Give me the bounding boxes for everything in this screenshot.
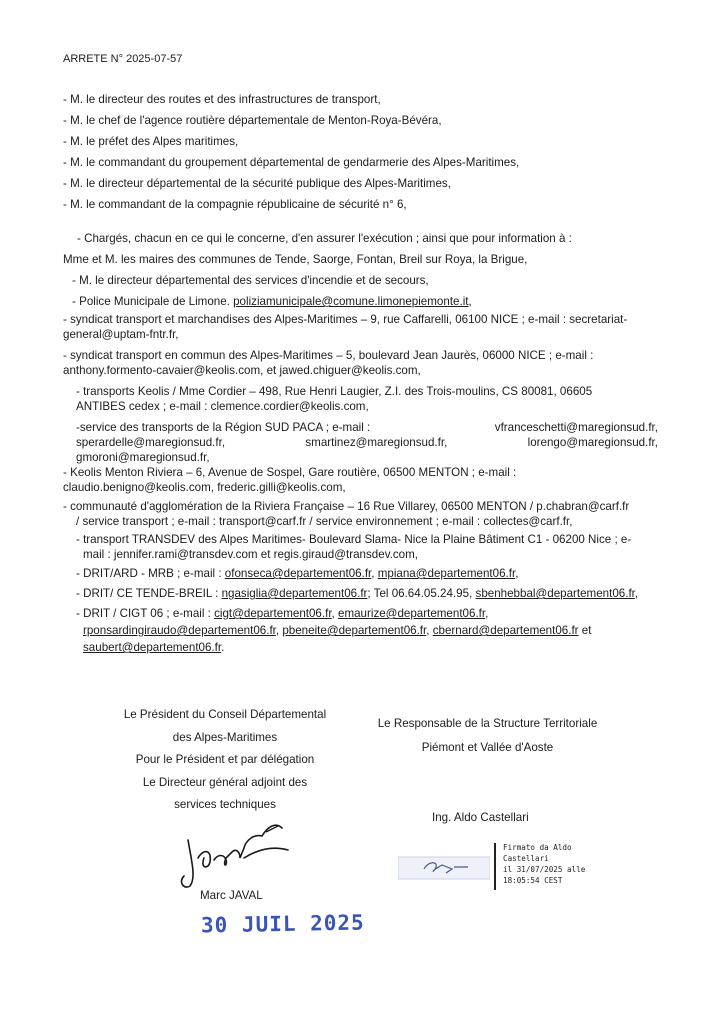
region-sud-line bbox=[76, 420, 658, 435]
region-sud-line2 bbox=[76, 435, 658, 450]
separator: , bbox=[515, 567, 519, 580]
drit-mrb-prefix: - DRIT/ARD - MRB ; e-mail : bbox=[76, 567, 225, 580]
digital-signature-text bbox=[503, 842, 585, 886]
signatory-title: Piémont et Vallée d'Aoste bbox=[421, 741, 554, 754]
executor-line: - M. le commandant du groupement départemental de gendarmerie des Alpes-Maritimes, bbox=[63, 156, 520, 169]
arrete-number: ARRETE N° 2025-07-57 bbox=[63, 53, 183, 65]
drit-cigt-line3 bbox=[83, 640, 224, 655]
drit-mrb-line bbox=[76, 566, 518, 581]
executor-line: - M. le directeur départemental de la sécurité publique des Alpes-Maritimes, bbox=[63, 177, 451, 190]
drit-cigt-prefix: - DRIT / CIGT 06 ; e-mail : bbox=[76, 607, 215, 620]
police-prefix: - Police Municipale de Limone. bbox=[72, 295, 234, 308]
email-link[interactable]: emaurize@departement06.fr bbox=[338, 607, 486, 620]
signatory-title: Le Responsable de la Structure Territoriale bbox=[377, 717, 598, 730]
transdev-line2: mail : jennifer.rami@transdev.com et regis.giraud@transdev.com, bbox=[83, 548, 418, 561]
email-link[interactable]: cigt@departement06.fr bbox=[214, 607, 332, 620]
digital-signature-line: il 31/07/2025 alle bbox=[503, 865, 586, 874]
separator: , bbox=[634, 587, 639, 600]
digital-signature-line: Castellari bbox=[503, 854, 549, 863]
executor-line: - M. le préfet des Alpes maritimes, bbox=[63, 135, 239, 148]
signatory-title: des Alpes-Maritimes bbox=[172, 730, 278, 744]
syndicat-commun-line: - syndicat transport en commun des Alpes-Maritimes – 5, boulevard Jean Jaurès, 06000 NICE ; e-mail : bbox=[63, 349, 594, 362]
region-sud-line3: gmoroni@maregionsud.fr, bbox=[76, 451, 210, 464]
signatory-name: Marc JAVAL bbox=[200, 889, 263, 902]
keolis-antibes-line: - transports Keolis / Mme Cordier – 498, Rue Henri Laugier, Z.I. des Trois-moulins, CS 80081, 06605 bbox=[76, 385, 593, 398]
digital-signature-line: Firmato da Aldo bbox=[503, 843, 572, 852]
signature-left-block bbox=[100, 704, 350, 817]
drit-tende-prefix: - DRIT/ CE TENDE-BREIL : bbox=[76, 587, 222, 600]
region-sud-email: lorengo@maregionsud.fr, bbox=[527, 436, 658, 449]
carf-line: - communauté d'agglomération de la Riviera Française – 16 Rue Villarey, 06500 MENTON / p.chabran@carf.fr bbox=[63, 500, 630, 513]
digital-signature-line: 18:05:54 CEST bbox=[503, 876, 563, 885]
mayors-line: Mme et M. les maires des communes de Tende, Saorge, Fontan, Breil sur Roya, la Brigue, bbox=[63, 253, 528, 266]
signatory-title: Le Directeur général adjoint des bbox=[142, 775, 308, 789]
drit-tende-line bbox=[76, 586, 638, 601]
syndicat-commun-line2: anthony.formento-cavaier@keolis.com, et jawed.chiguer@keolis.com, bbox=[63, 364, 421, 377]
police-suffix: , bbox=[468, 295, 472, 308]
email-link[interactable]: mpiana@departement06.fr bbox=[377, 567, 516, 580]
charges-line: - Chargés, chacun en ce qui le concerne, d'en assurer l'exécution ; ainsi que pour information à : bbox=[77, 232, 572, 245]
signatory-name: Ing. Aldo Castellari bbox=[432, 811, 529, 824]
digital-signature-bar bbox=[494, 843, 496, 890]
email-link[interactable]: cbernard@departement06.fr bbox=[432, 624, 579, 637]
drit-tende-phone: ; Tel 06.64.05.24.95, bbox=[367, 587, 476, 600]
keolis-menton-line2: claudio.benigno@keolis.com, frederic.gilli@keolis.com, bbox=[63, 481, 346, 494]
executor-line: - M. le commandant de la compagnie républicaine de sécurité n° 6, bbox=[63, 198, 407, 211]
syndicat-marchandises-line2: general@uptam-fntr.fr, bbox=[63, 328, 179, 341]
email-link[interactable]: sbenhebbal@departement06.fr bbox=[475, 587, 635, 600]
email-link[interactable]: ofonseca@departement06.fr bbox=[224, 567, 372, 580]
police-email-link[interactable]: poliziamunicipale@comune.limonepiemonte.it bbox=[233, 295, 469, 308]
drit-cigt-line2: rponsardingiraudo@departement06.fr, pbeneite@departement06.fr, cbernard@departement06.fr et bbox=[83, 624, 592, 637]
transdev-line: - transport TRANSDEV des Alpes Maritimes- Boulevard Slama- Nice la Plaine Bâtiment C1 - 06200 Nice ; e- bbox=[76, 533, 632, 546]
executor-line: - M. le chef de l'agence routière départementale de Menton-Roya-Bévéra, bbox=[63, 114, 442, 127]
keolis-antibes-line2: ANTIBES cedex ; e-mail : clemence.cordier@keolis.com, bbox=[76, 400, 369, 413]
email-link[interactable]: rponsardingiraudo@departement06.fr bbox=[83, 624, 276, 637]
region-sud-text: -service des transports de la Région SUD PACA ; e-mail : bbox=[76, 421, 371, 434]
keolis-menton-line: - Keolis Menton Riviera – 6, Avenue de Sospel, Gare routière, 06500 MENTON ; e-mail : bbox=[63, 466, 517, 479]
syndicat-marchandises-text: - syndicat transport et marchandises des Alpes-Maritimes – 9, rue Caffarelli, 06100 NICE ; e-mail : secretariat- bbox=[63, 313, 628, 326]
signature-right-block bbox=[355, 712, 620, 760]
separator: . bbox=[221, 641, 225, 654]
region-sud-email: smartinez@maregionsud.fr, bbox=[305, 436, 448, 449]
region-sud-email: vfranceschetti@maregionsud.fr, bbox=[494, 421, 658, 434]
digital-signature-graphic bbox=[398, 855, 490, 883]
signatory-title: services techniques bbox=[174, 798, 276, 811]
carf-line2: / service transport ; e-mail : transport@carf.fr / service environnement ; e-mail : collectes@carf.fr, bbox=[76, 515, 573, 528]
email-link[interactable]: ngasiglia@departement06.fr bbox=[221, 587, 368, 600]
executor-line: - M. le directeur des routes et des infrastructures de transport, bbox=[63, 93, 381, 106]
separator: , bbox=[371, 567, 378, 580]
signatory-title: Le Président du Conseil Départemental bbox=[123, 708, 327, 721]
conjunction: et bbox=[578, 624, 592, 637]
region-sud-email: sperardelle@maregionsud.fr, bbox=[76, 436, 226, 449]
handwritten-signature bbox=[170, 818, 310, 898]
sdis-line: - M. le directeur départemental des services d'incendie et de secours, bbox=[72, 274, 429, 287]
date-stamp: 30 JUIL 2025 bbox=[200, 910, 365, 938]
email-link[interactable]: saubert@departement06.fr bbox=[83, 641, 222, 654]
email-link[interactable]: pbeneite@departement06.fr bbox=[282, 624, 427, 637]
police-line bbox=[72, 294, 472, 309]
drit-cigt-line: - DRIT / CIGT 06 ; e-mail : cigt@departement06.fr, emaurize@departement06.fr, bbox=[76, 607, 489, 620]
signatory-title: Pour le Président et par délégation bbox=[135, 753, 315, 766]
syndicat-marchandises-line bbox=[63, 312, 657, 327]
